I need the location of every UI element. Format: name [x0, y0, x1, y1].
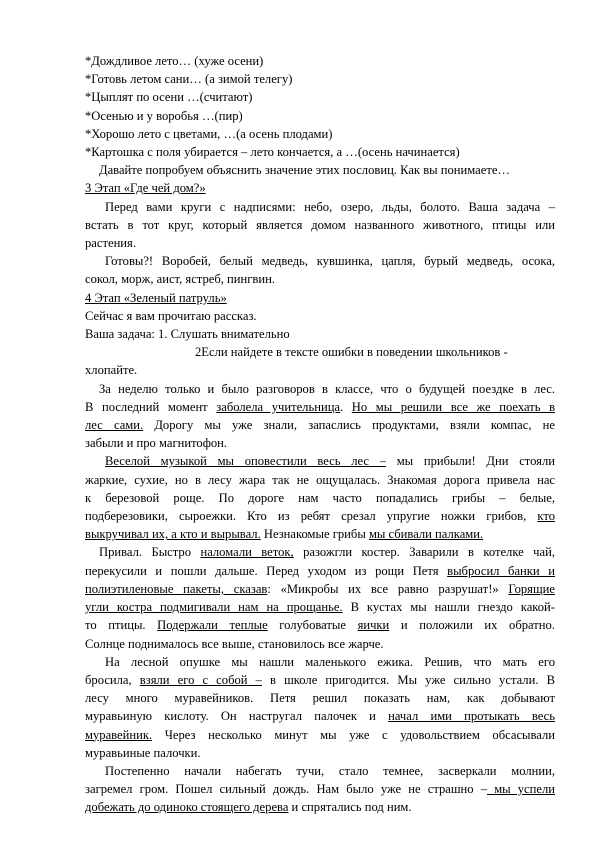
error-highlight: наломали веток,: [200, 545, 294, 560]
error-highlight: угли костра подмигивали нам на прощанье.: [85, 600, 343, 615]
text-line: [85, 707, 555, 725]
text-run: разожгли костер. Заварили в котелке чай,: [293, 545, 555, 560]
text-run: .: [340, 399, 352, 414]
stage3-title: 3 Этап «Где чей дом?»: [85, 181, 206, 196]
text-run: в школе пригодится. Мы уже сильно устали. В: [261, 672, 555, 687]
error-highlight: Но мы решили все же поехать в: [351, 399, 556, 414]
error-highlight: лес сами.: [85, 418, 144, 433]
text-line: Солнце поднималось все выше, становилось все жарче.: [85, 636, 384, 651]
error-highlight: полиэтиленовые пакеты, сказав: [85, 581, 268, 596]
story-paragraph-1: [85, 380, 555, 453]
text-run: бросила,: [85, 672, 140, 687]
error-highlight: взяли его с собой –: [139, 672, 262, 687]
proverb-item: *Осенью и у воробья …(пир): [85, 108, 243, 123]
text-run: В кустах мы нашли гнездо какой-: [342, 600, 555, 615]
error-highlight: кто: [537, 509, 555, 524]
text-line: [85, 525, 555, 543]
error-highlight: яички: [357, 618, 390, 633]
story-paragraph-3: [85, 543, 555, 652]
text-line: За неделю только и было разговоров в классе, что о будущей поездке в лес.: [99, 381, 555, 396]
proverb-item: *Хорошо лето с цветами, …(а осень плодами): [85, 126, 333, 141]
text-run: : «Микробы их все равно разрушат!»: [267, 581, 509, 596]
text-run: голубоватые: [267, 618, 358, 633]
error-highlight: начал ими протыкать весь: [388, 709, 555, 724]
text-line: [85, 598, 555, 616]
error-highlight: добежать до одиноко стоящего дерева: [85, 800, 289, 815]
error-highlight: мы сбивали палками.: [368, 527, 484, 542]
text-line: [85, 562, 555, 580]
text-run: Через несколько минут мы уже с удовольствием обсасывали: [152, 727, 555, 742]
text-line: [85, 416, 555, 434]
proverb-item: *Готовь летом сани… (а зимой телегу): [85, 72, 293, 87]
error-highlight: мы успели: [487, 782, 556, 797]
text-line: [85, 726, 555, 744]
text-run: мы прибыли! Дни стояли: [386, 454, 555, 469]
text-line: муравьиные палочки.: [85, 745, 201, 760]
story-paragraph-4: [85, 653, 555, 762]
stage4-task-2: 2Если найдете в тексте ошибки в поведении школьников -: [195, 345, 508, 360]
error-highlight: выкручивал их, а кто и вырывал.: [85, 527, 261, 542]
text-run: муравьиную кислоту. Он настругал палочек и: [85, 709, 389, 724]
text-line: [85, 780, 555, 798]
error-highlight: выбросил банки и: [447, 563, 555, 578]
text-line: лесу много муравейников. Петя решил показать нам, как добывают: [85, 691, 555, 706]
text-line: [85, 398, 555, 416]
text-line: [85, 580, 555, 598]
stage4-task-1: Ваша задача: 1. Слушать внимательно: [85, 327, 290, 342]
text-line: жаркие, сухие, но в лесу жара так не ощущалась. Знакомая дорога привела нас: [85, 472, 555, 487]
stage3-paragraph-1: [85, 198, 555, 253]
stage4-task-2-cont: хлопайте.: [85, 363, 138, 378]
proverbs-prompt: Давайте попробуем объяснить значение этих пословиц. Как вы понимаете…: [99, 163, 511, 178]
story-paragraph-2: [85, 452, 555, 543]
proverb-item: *Дождливое лето… (хуже осени): [85, 54, 264, 68]
text-line: Готовы?! Воробей, белый медведь, кувшинка, цапля, бурый медведь, осока,: [105, 254, 555, 269]
text-line: [85, 671, 555, 689]
text-run: то птицы.: [85, 618, 158, 633]
document-page: [85, 52, 555, 817]
text-line: [85, 507, 555, 525]
text-line: [85, 452, 555, 470]
stage4-title: 4 Этап «Зеленый патруль»: [85, 290, 227, 305]
text-line: растения.: [85, 236, 136, 251]
text-line: забыли и про магнитофон.: [85, 436, 228, 451]
error-highlight: Подержали теплые: [157, 618, 268, 633]
text-line: к березовой роще. По дороге нам часто попадались грибы – белые,: [85, 490, 555, 505]
proverb-item: *Картошка с поля убирается – лето кончается, а …(осень начинается): [85, 145, 460, 160]
error-highlight: Горящие: [508, 581, 555, 596]
text-line: [85, 616, 555, 634]
text-run: и положили их обратно.: [389, 618, 555, 633]
text-line: Постепенно начали набегать тучи, стало темнее, засверкали молнии,: [105, 763, 555, 778]
text-line: [85, 798, 555, 816]
proverb-item: *Цыплят по осени …(считают): [85, 90, 253, 105]
text-run: загремел гром. Пошел сильный дождь. Нам было уже не страшно –: [85, 782, 488, 797]
text-line: встать в тот круг, который является домом названного животного, птицы или: [85, 217, 555, 232]
text-run: перекусили и пошли дальше. Перед уходом из рощи Петя: [85, 563, 448, 578]
text-run: подберезовики, сыроежки. Кто из ребят срезал упругие ножки грибов,: [85, 509, 538, 524]
text-line: сокол, морж, аист, ястреб, пингвин.: [85, 272, 276, 287]
text-line: На лесной опушке мы нашли маленького ежика. Решив, что мать его: [105, 654, 555, 669]
story-paragraph-5: [85, 762, 555, 817]
error-highlight: муравейник.: [85, 727, 153, 742]
text-run: В последний момент: [85, 399, 217, 414]
proverbs-list: [85, 52, 555, 161]
error-highlight: Веселой музыкой мы оповестили весь лес –: [105, 454, 386, 469]
error-highlight: заболела учительница: [216, 399, 341, 414]
text-line: [85, 543, 555, 561]
stage3-paragraph-2: [85, 252, 555, 288]
text-run: и спрятались под ним.: [288, 800, 412, 815]
text-run: Незнакомые грибы: [260, 527, 369, 542]
text-run: Дорогу мы уже знали, запаслись продуктами, взяли компас, не: [143, 418, 555, 433]
stage4-intro: Сейчас я вам прочитаю рассказ.: [85, 308, 257, 323]
text-line: Перед вами круги с надписями: небо, озеро, льды, болото. Ваша задача –: [105, 199, 555, 214]
text-run: Привал. Быстро: [99, 545, 201, 560]
